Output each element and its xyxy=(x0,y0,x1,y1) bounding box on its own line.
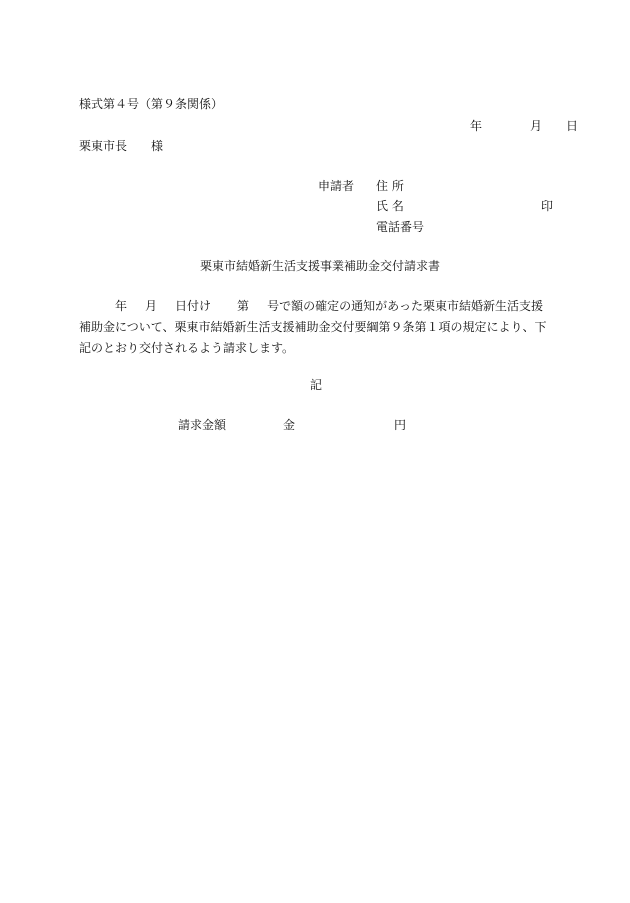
address-label: 住 所 xyxy=(376,179,404,193)
seal-mark: 印 xyxy=(541,199,554,213)
body-year: 年 xyxy=(115,299,128,313)
date-day: 日 xyxy=(566,119,579,133)
form-number: 様式第４号（第９条関係） xyxy=(79,97,224,111)
date-year: 年 xyxy=(470,119,483,133)
body-date-suffix: 日付け xyxy=(175,299,212,313)
applicant-label: 申請者 xyxy=(318,179,355,193)
ki-heading: 記 xyxy=(310,378,323,392)
amount-kin: 金 xyxy=(283,418,296,432)
body-number-prefix: 第 xyxy=(237,299,250,313)
name-label: 氏 名 xyxy=(376,199,404,213)
addressee: 栗東市長 様 xyxy=(79,139,164,153)
date-line xyxy=(470,118,578,134)
amount-label: 請求金額 xyxy=(178,418,227,432)
body-month: 月 xyxy=(145,299,158,313)
amount-yen: 円 xyxy=(394,418,407,432)
phone-label: 電話番号 xyxy=(376,220,425,234)
request-body-text xyxy=(79,296,551,359)
date-month: 月 xyxy=(530,119,543,133)
document-title: 栗東市結婚新生活支援事業補助金交付請求書 xyxy=(200,259,441,273)
body-rest: 号で額の確定の通知があった栗東市結婚新生活支援補助金について、栗東市結婚新生活支援補助金交付要綱第９条第１項の規定により、下記のとおり交付されるよう請求します。 xyxy=(79,299,547,355)
